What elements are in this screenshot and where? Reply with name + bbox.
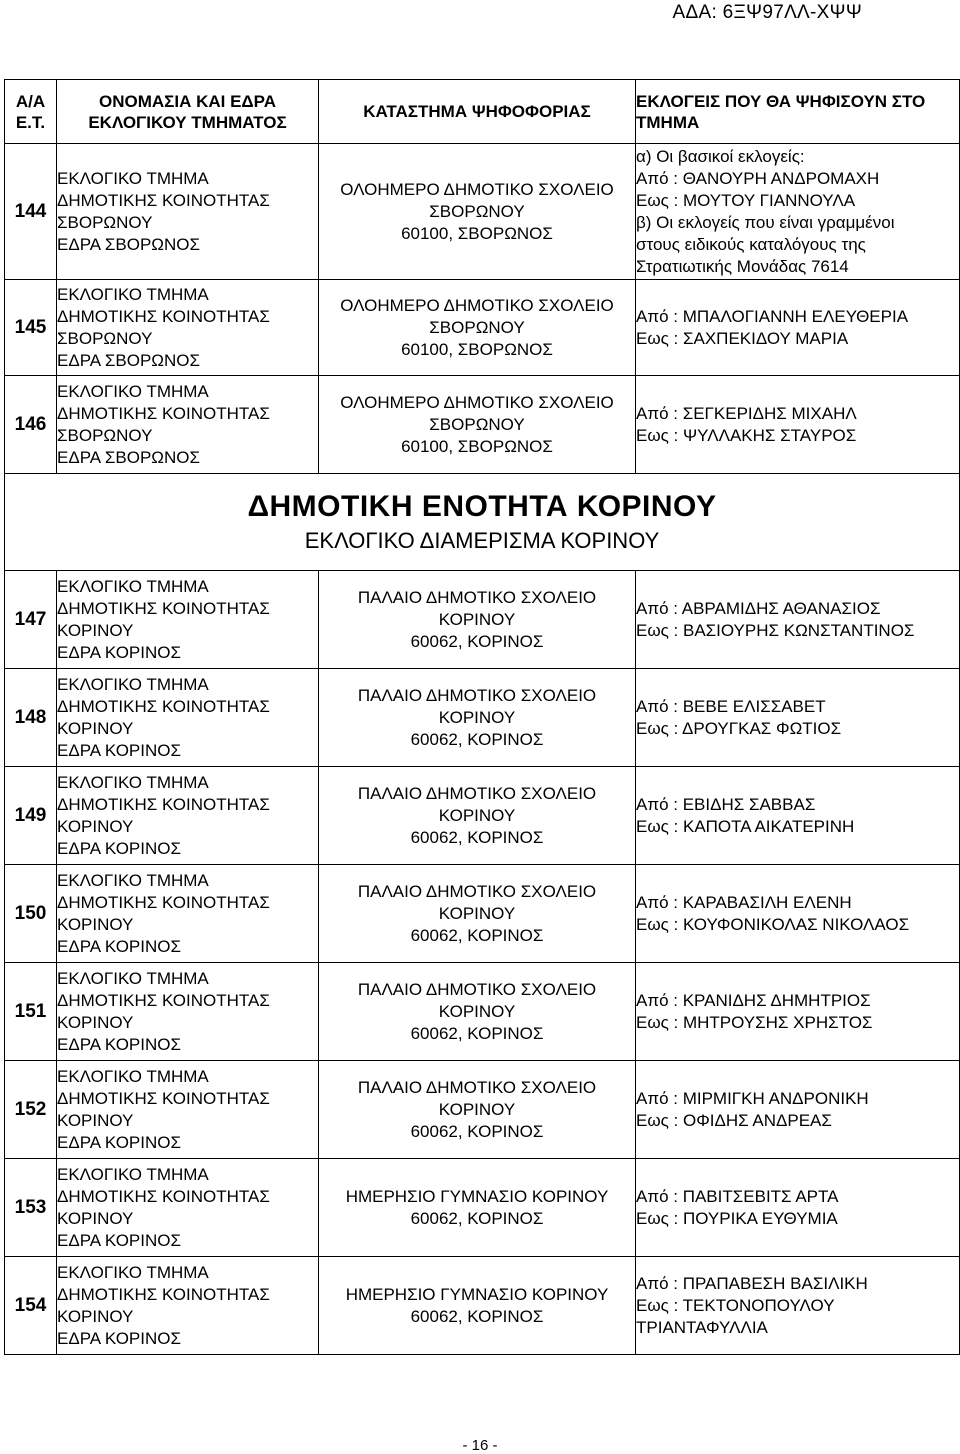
voters-range-line: α) Οι βασικοί εκλογείς: [636,146,805,166]
section-name-line: ΔΗΜΟΤΙΚΗΣ ΚΟΙΝΟΤΗΤΑΣ [57,794,270,814]
voters-range [636,571,960,669]
section-name-line: ΕΔΡΑ ΚΟΡΙΝΟΣ [57,1230,182,1250]
polling-store-line: ΣΒΟΡΩΝΟΥ [429,201,525,221]
section-name [57,767,319,865]
table-row [5,669,960,767]
section-name-line: ΕΔΡΑ ΚΟΡΙΝΟΣ [57,1132,182,1152]
polling-store-line: ΠΑΛΑΙΟ ΔΗΜΟΤΙΚΟ ΣΧΟΛΕΙΟ [357,979,597,999]
row-number: 147 [5,571,57,669]
section-name-line: ΕΔΡΑ ΣΒΟΡΩΝΟΣ [57,447,201,467]
voters-range-line: στους ειδικούς καταλόγους της [636,234,866,254]
voters-range-line: Εως : ΨΥΛΛΑΚΗΣ ΣΤΑΥΡΟΣ [636,425,857,445]
section-name-line: ΕΔΡΑ ΣΒΟΡΩΝΟΣ [57,234,201,254]
section-name-line: ΣΒΟΡΩΝΟΥ [57,328,153,348]
col-header-voters [636,80,960,144]
row-number: 154 [5,1257,57,1355]
polling-store-line: 60062, ΚΟΡΙΝΟΣ [410,827,544,847]
header-line: ΚΑΤΑΣΤΗΜΑ ΨΗΦΟΦΟΡΙΑΣ [363,102,591,121]
table-row [5,963,960,1061]
section-name-line: ΚΟΡΙΝΟΥ [57,1306,134,1326]
section-subtitle: ΕΚΛΟΓΙΚΟ ΔΙΑΜΕΡΙΣΜΑ ΚΟΡΙΝΟΥ [304,528,660,553]
polling-store [319,376,636,474]
polling-store-line: 60062, ΚΟΡΙΝΟΣ [410,729,544,749]
section-heading-row [5,474,960,571]
section-name-line: ΕΔΡΑ ΣΒΟΡΩΝΟΣ [57,350,201,370]
voters-range-line: Εως : ΣΑΧΠΕΚΙΔΟΥ ΜΑΡΙΑ [636,328,849,348]
section-name-line: ΕΚΛΟΓΙΚΟ ΤΜΗΜΑ [57,674,209,694]
voters-range-line: Εως : ΚΑΠΟΤΑ ΑΙΚΑΤΕΡΙΝΗ [636,816,855,836]
table-row [5,144,960,280]
polling-store-line: 60062, ΚΟΡΙΝΟΣ [410,1306,544,1326]
section-name [57,280,319,376]
voters-range [636,669,960,767]
section-name-line: ΕΚΛΟΓΙΚΟ ΤΜΗΜΑ [57,1164,209,1184]
table-row [5,376,960,474]
voters-range [636,767,960,865]
polling-store [319,144,636,280]
section-name-line: ΕΚΛΟΓΙΚΟ ΤΜΗΜΑ [57,284,209,304]
section-name-line: ΔΗΜΟΤΙΚΗΣ ΚΟΙΝΟΤΗΤΑΣ [57,892,270,912]
section-name [57,1257,319,1355]
section-name-line: ΚΟΡΙΝΟΥ [57,816,134,836]
section-name-line: ΚΟΡΙΝΟΥ [57,1110,134,1130]
section-name [57,376,319,474]
section-title: ΔΗΜΟΤΙΚΗ ΕΝΟΤΗΤΑ ΚΟΡΙΝΟΥ [247,490,717,523]
section-name-line: ΚΟΡΙΝΟΥ [57,1208,134,1228]
row-number: 151 [5,963,57,1061]
row-number: 153 [5,1159,57,1257]
voters-range-line: Εως : ΤΕΚΤΟΝΟΠΟΥΛΟΥ [636,1295,835,1315]
voters-range [636,376,960,474]
polling-store-line: 60100, ΣΒΟΡΩΝΟΣ [401,339,553,359]
section-name-line: ΔΗΜΟΤΙΚΗΣ ΚΟΙΝΟΤΗΤΑΣ [57,306,270,326]
row-number: 149 [5,767,57,865]
polling-store [319,767,636,865]
polling-store-line: ΚΟΡΙΝΟΥ [438,1099,516,1119]
voters-range-line: Εως : ΟΦΙΔΗΣ ΑΝΔΡΕΑΣ [636,1110,832,1130]
section-name [57,1159,319,1257]
page-number: - 16 - [462,1437,498,1454]
section-name [57,865,319,963]
section-name-line: ΔΗΜΟΤΙΚΗΣ ΚΟΙΝΟΤΗΤΑΣ [57,1186,270,1206]
col-header-aa [5,80,57,144]
voters-range-line: Εως : ΜΟΥΤΟΥ ΓΙΑΝΝΟΥΛΑ [636,190,856,210]
section-name [57,144,319,280]
voters-range-line: Εως : ΒΑΣΙΟΥΡΗΣ ΚΩΝΣΤΑΝΤΙΝΟΣ [636,620,915,640]
polling-store-line: ΠΑΛΑΙΟ ΔΗΜΟΤΙΚΟ ΣΧΟΛΕΙΟ [357,881,597,901]
section-name-line: ΕΚΛΟΓΙΚΟ ΤΜΗΜΑ [57,772,209,792]
row-number: 146 [5,376,57,474]
polling-store-line: ΗΜΕΡΗΣΙΟ ΓΥΜΝΑΣΙΟ ΚΟΡΙΝΟΥ [345,1284,609,1304]
section-name-line: ΔΗΜΟΤΙΚΗΣ ΚΟΙΝΟΤΗΤΑΣ [57,1284,270,1304]
row-number: 145 [5,280,57,376]
voters-range [636,1159,960,1257]
section-name-line: ΔΗΜΟΤΙΚΗΣ ΚΟΙΝΟΤΗΤΑΣ [57,190,270,210]
table-row [5,1159,960,1257]
polling-store-line: ΠΑΛΑΙΟ ΔΗΜΟΤΙΚΟ ΣΧΟΛΕΙΟ [357,587,597,607]
voters-range-line: Από : ΒΕΒΕ ΕΛΙΣΣΑΒΕΤ [636,696,826,716]
section-name-line: ΕΚΛΟΓΙΚΟ ΤΜΗΜΑ [57,1262,209,1282]
voters-range-line: Από : ΚΑΡΑΒΑΣΙΛΗ ΕΛΕΝΗ [636,892,852,912]
polling-store-line: 60062, ΚΟΡΙΝΟΣ [410,631,544,651]
header-line: ΟΝΟΜΑΣΙΑ ΚΑΙ ΕΔΡΑ [99,91,276,111]
section-name-line: ΕΚΛΟΓΙΚΟ ΤΜΗΜΑ [57,870,209,890]
polling-store [319,1159,636,1257]
table-header-row [5,80,960,144]
voters-range-line: ΤΡΙΑΝΤΑΦΥΛΛΙΑ [636,1317,768,1337]
section-name-line: ΔΗΜΟΤΙΚΗΣ ΚΟΙΝΟΤΗΤΑΣ [57,1088,270,1108]
col-header-name [57,80,319,144]
table-row [5,571,960,669]
polling-store-line: ΣΒΟΡΩΝΟΥ [429,317,525,337]
polling-store [319,1257,636,1355]
polling-store-line: 60100, ΣΒΟΡΩΝΟΣ [401,436,553,456]
polling-store-line: ΚΟΡΙΝΟΥ [438,805,516,825]
voters-range-line: Από : ΜΠΑΛΟΓΙΑΝΝΗ ΕΛΕΥΘΕΡΙΑ [636,306,909,326]
section-name-line: ΕΔΡΑ ΚΟΡΙΝΟΣ [57,1034,182,1054]
section-name [57,963,319,1061]
polling-store-line: 60062, ΚΟΡΙΝΟΣ [410,925,544,945]
section-name-line: ΕΔΡΑ ΚΟΡΙΝΟΣ [57,740,182,760]
polling-store-line: ΠΑΛΑΙΟ ΔΗΜΟΤΙΚΟ ΣΧΟΛΕΙΟ [357,783,597,803]
section-name-line: ΔΗΜΟΤΙΚΗΣ ΚΟΙΝΟΤΗΤΑΣ [57,598,270,618]
section-name-line: ΚΟΡΙΝΟΥ [57,914,134,934]
polling-store-line: ΚΟΡΙΝΟΥ [438,609,516,629]
voters-range-line: Από : ΕΒΙΔΗΣ ΣΑΒΒΑΣ [636,794,816,814]
voters-range-line: β) Οι εκλογείς που είναι γραμμένοι [636,212,895,232]
section-name-line: ΚΟΡΙΝΟΥ [57,1012,134,1032]
polling-store-line: ΟΛΟΗΜΕΡΟ ΔΗΜΟΤΙΚΟ ΣΧΟΛΕΙΟ [340,179,614,199]
voters-range-line: Από : ΚΡΑΝΙΔΗΣ ΔΗΜΗΤΡΙΟΣ [636,990,871,1010]
polling-store-line: 60100, ΣΒΟΡΩΝΟΣ [401,223,553,243]
section-name-line: ΣΒΟΡΩΝΟΥ [57,212,153,232]
header-line: Ε.Τ. [15,112,46,132]
table-row [5,1257,960,1355]
section-name-line: ΕΔΡΑ ΚΟΡΙΝΟΣ [57,642,182,662]
header-line: ΤΜΗΜΑ [636,112,700,132]
voters-range-line: Εως : ΚΟΥΦΟΝΙΚΟΛΑΣ ΝΙΚΟΛΑΟΣ [636,914,910,934]
polling-store [319,280,636,376]
row-number: 148 [5,669,57,767]
voters-range-line: Εως : ΜΗΤΡΟΥΣΗΣ ΧΡΗΣΤΟΣ [636,1012,873,1032]
voters-range [636,1257,960,1355]
voters-range-line: Από : ΠΑΒΙΤΣΕΒΙΤΣ ΑΡΤΑ [636,1186,839,1206]
header-line: ΕΚΛΟΓΕΙΣ ΠΟΥ ΘΑ ΨΗΦΙΣΟΥΝ ΣΤΟ [636,91,926,111]
section-name-line: ΕΔΡΑ ΚΟΡΙΝΟΣ [57,936,182,956]
voters-range [636,280,960,376]
polling-stations-table [4,79,960,1355]
voters-range-line: Στρατιωτικής Μονάδας 7614 [636,256,849,276]
section-heading [5,474,960,571]
section-name-line: ΣΒΟΡΩΝΟΥ [57,425,153,445]
col-header-store [319,80,636,144]
section-name-line: ΕΚΛΟΓΙΚΟ ΤΜΗΜΑ [57,1066,209,1086]
table-row [5,865,960,963]
voters-range [636,865,960,963]
polling-store-line: ΟΛΟΗΜΕΡΟ ΔΗΜΟΤΙΚΟ ΣΧΟΛΕΙΟ [340,295,614,315]
voters-range [636,1061,960,1159]
section-name-line: ΕΚΛΟΓΙΚΟ ΤΜΗΜΑ [57,381,209,401]
section-name-line: ΚΟΡΙΝΟΥ [57,718,134,738]
polling-store-line: ΚΟΡΙΝΟΥ [438,707,516,727]
section-name-line: ΔΗΜΟΤΙΚΗΣ ΚΟΙΝΟΤΗΤΑΣ [57,990,270,1010]
section-name-line: ΕΚΛΟΓΙΚΟ ΤΜΗΜΑ [57,968,209,988]
section-name-line: ΔΗΜΟΤΙΚΗΣ ΚΟΙΝΟΤΗΤΑΣ [57,403,270,423]
voters-range-line: Από : ΑΒΡΑΜΙΔΗΣ ΑΘΑΝΑΣΙΟΣ [636,598,881,618]
row-number: 152 [5,1061,57,1159]
ada-header: ΑΔΑ: 6ΞΨ97ΛΛ-ΧΨΨ [672,2,862,23]
section-name [57,1061,319,1159]
polling-store-line: ΣΒΟΡΩΝΟΥ [429,414,525,434]
polling-store-line: ΚΟΡΙΝΟΥ [438,1001,516,1021]
section-name-line: ΕΚΛΟΓΙΚΟ ΤΜΗΜΑ [57,576,209,596]
row-number: 144 [5,144,57,280]
section-name-line: ΕΔΡΑ ΚΟΡΙΝΟΣ [57,838,182,858]
voters-range-line: Από : ΜΙΡΜΙΓΚΗ ΑΝΔΡΟΝΙΚΗ [636,1088,869,1108]
polling-store-line: ΠΑΛΑΙΟ ΔΗΜΟΤΙΚΟ ΣΧΟΛΕΙΟ [357,1077,597,1097]
table-row [5,1061,960,1159]
voters-range [636,144,960,280]
table-body [5,144,960,1355]
voters-range [636,963,960,1061]
voters-range-line: Από : ΠΡΑΠΑΒΕΣΗ ΒΑΣΙΛΙΚΗ [636,1273,868,1293]
section-name-line: ΕΚΛΟΓΙΚΟ ΤΜΗΜΑ [57,168,209,188]
voters-range-line: Από : ΣΕΓΚΕΡΙΔΗΣ ΜΙΧΑΗΛ [636,403,857,423]
section-name [57,571,319,669]
polling-store [319,669,636,767]
polling-store-line: 60062, ΚΟΡΙΝΟΣ [410,1208,544,1228]
section-name-line: ΕΔΡΑ ΚΟΡΙΝΟΣ [57,1328,182,1348]
voters-range-line: Από : ΘΑΝΟΥΡΗ ΑΝΔΡΟΜΑΧΗ [636,168,880,188]
polling-store-line: ΠΑΛΑΙΟ ΔΗΜΟΤΙΚΟ ΣΧΟΛΕΙΟ [357,685,597,705]
section-name-line: ΔΗΜΟΤΙΚΗΣ ΚΟΙΝΟΤΗΤΑΣ [57,696,270,716]
voters-range-line: Εως : ΔΡΟΥΓΚΑΣ ΦΩΤΙΟΣ [636,718,842,738]
polling-store-line: 60062, ΚΟΡΙΝΟΣ [410,1121,544,1141]
polling-store-line: ΚΟΡΙΝΟΥ [438,903,516,923]
header-line: Α/Α [15,91,46,111]
section-name-line: ΚΟΡΙΝΟΥ [57,620,134,640]
polling-store-line: 60062, ΚΟΡΙΝΟΣ [410,1023,544,1043]
polling-store [319,1061,636,1159]
section-name [57,669,319,767]
voters-range-line: Εως : ΠΟΥΡΙΚΑ ΕΥΘΥΜΙΑ [636,1208,838,1228]
table-row [5,767,960,865]
header-line: ΕΚΛΟΓΙΚΟΥ ΤΜΗΜΑΤΟΣ [88,112,287,132]
polling-store [319,571,636,669]
polling-store-line: ΗΜΕΡΗΣΙΟ ΓΥΜΝΑΣΙΟ ΚΟΡΙΝΟΥ [345,1186,609,1206]
table-row [5,280,960,376]
polling-store-line: ΟΛΟΗΜΕΡΟ ΔΗΜΟΤΙΚΟ ΣΧΟΛΕΙΟ [340,392,614,412]
polling-store [319,865,636,963]
row-number: 150 [5,865,57,963]
polling-store [319,963,636,1061]
